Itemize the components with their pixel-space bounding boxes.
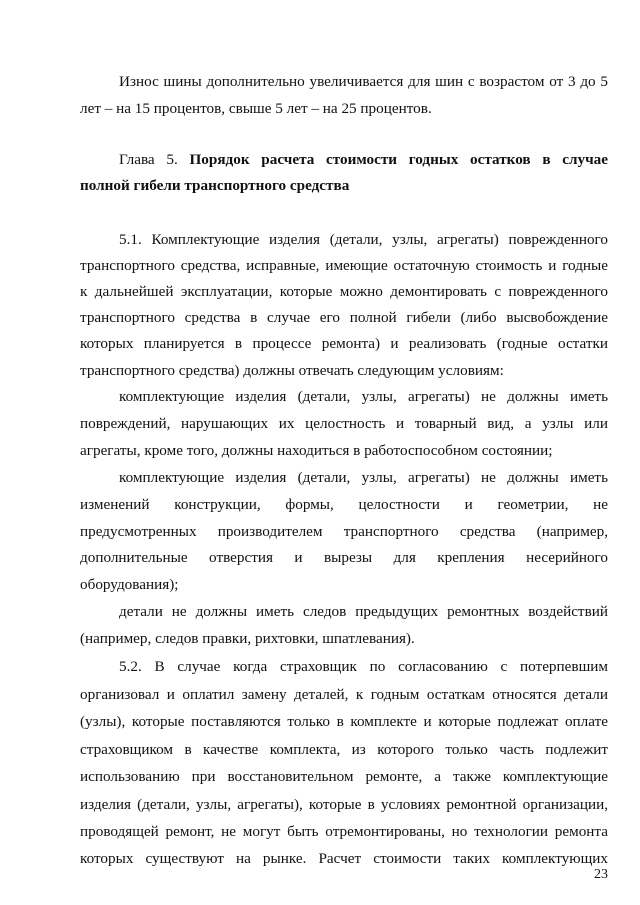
text-line: детали не должны иметь следов предыдущих ремонтных воздействий [119,603,608,620]
text-line: изделия (детали, узлы, агрегаты), которые в условиях ремонтной организации, [80,796,608,813]
text-line: организовал и оплатил замену деталей, к годным остаткам относятся детали [80,686,608,703]
text-line: повреждений, нарушающих их целостность и товарный вид, а узлы или [80,415,608,432]
text-line: Износ шины дополнительно увеличивается для шин с возрастом от 3 до 5 [119,73,608,90]
chapter-heading-line: полной гибели транспортного средства [80,177,350,194]
text-line: проводящей ремонт, не могут быть отремонтированы, но технологии ремонта [80,823,608,840]
text-line: (узлы), которые поставляются только в комплекте и которые подлежат оплате [80,713,608,730]
text-line: 5.2. В случае когда страховщик по согласованию с потерпевшим [119,658,608,675]
text-line: 5.1. Комплектующие изделия (детали, узлы, агрегаты) поврежденного [119,231,608,248]
text-line: предусмотренных производителем транспортного средства (например, [80,523,608,540]
text-line: использованию при восстановительном ремонте, а также комплектующие [80,768,608,785]
text-line: лет – на 15 процентов, свыше 5 лет – на 25 процентов. [80,100,432,117]
text-line: оборудования); [80,576,179,593]
chapter-title: Порядок расчета стоимости годных остатков в случае [189,151,608,168]
text-line: транспортного средства в случае его полной гибели (либо высвобождение [80,309,608,326]
text-line: транспортного средства, исправные, имеющие остаточную стоимость и годные [80,257,608,274]
text-line: комплектующие изделия (детали, узлы, агрегаты) не должны иметь [119,469,608,486]
text-line: которых планируется в процессе ремонта) и реализовать (годные остатки [80,335,608,352]
text-line: (например, следов правки, рихтовки, шпатлевания). [80,630,415,647]
text-line: страховщиком в качестве комплекта, из которого только часть подлежит [80,741,608,758]
text-line: комплектующие изделия (детали, узлы, агрегаты) не должны иметь [119,388,608,405]
text-line: транспортного средства) должны отвечать следующим условиям: [80,362,504,379]
text-line: изменений конструкции, формы, целостности и геометрии, не [80,496,608,513]
chapter-number: Глава 5. [119,151,190,168]
text-line: к дальнейшей эксплуатации, которые можно демонтировать с поврежденного [80,283,608,300]
text-line: дополнительные отверстия и вырезы для крепления несерийного [80,549,608,566]
text-line: агрегаты, кроме того, должны находиться в работоспособном состоянии; [80,442,553,459]
chapter-heading-line [119,150,608,170]
page-number: 23 [594,867,608,882]
text-line: которых существуют на рынке. Расчет стоимости таких комплектующих [80,850,608,867]
